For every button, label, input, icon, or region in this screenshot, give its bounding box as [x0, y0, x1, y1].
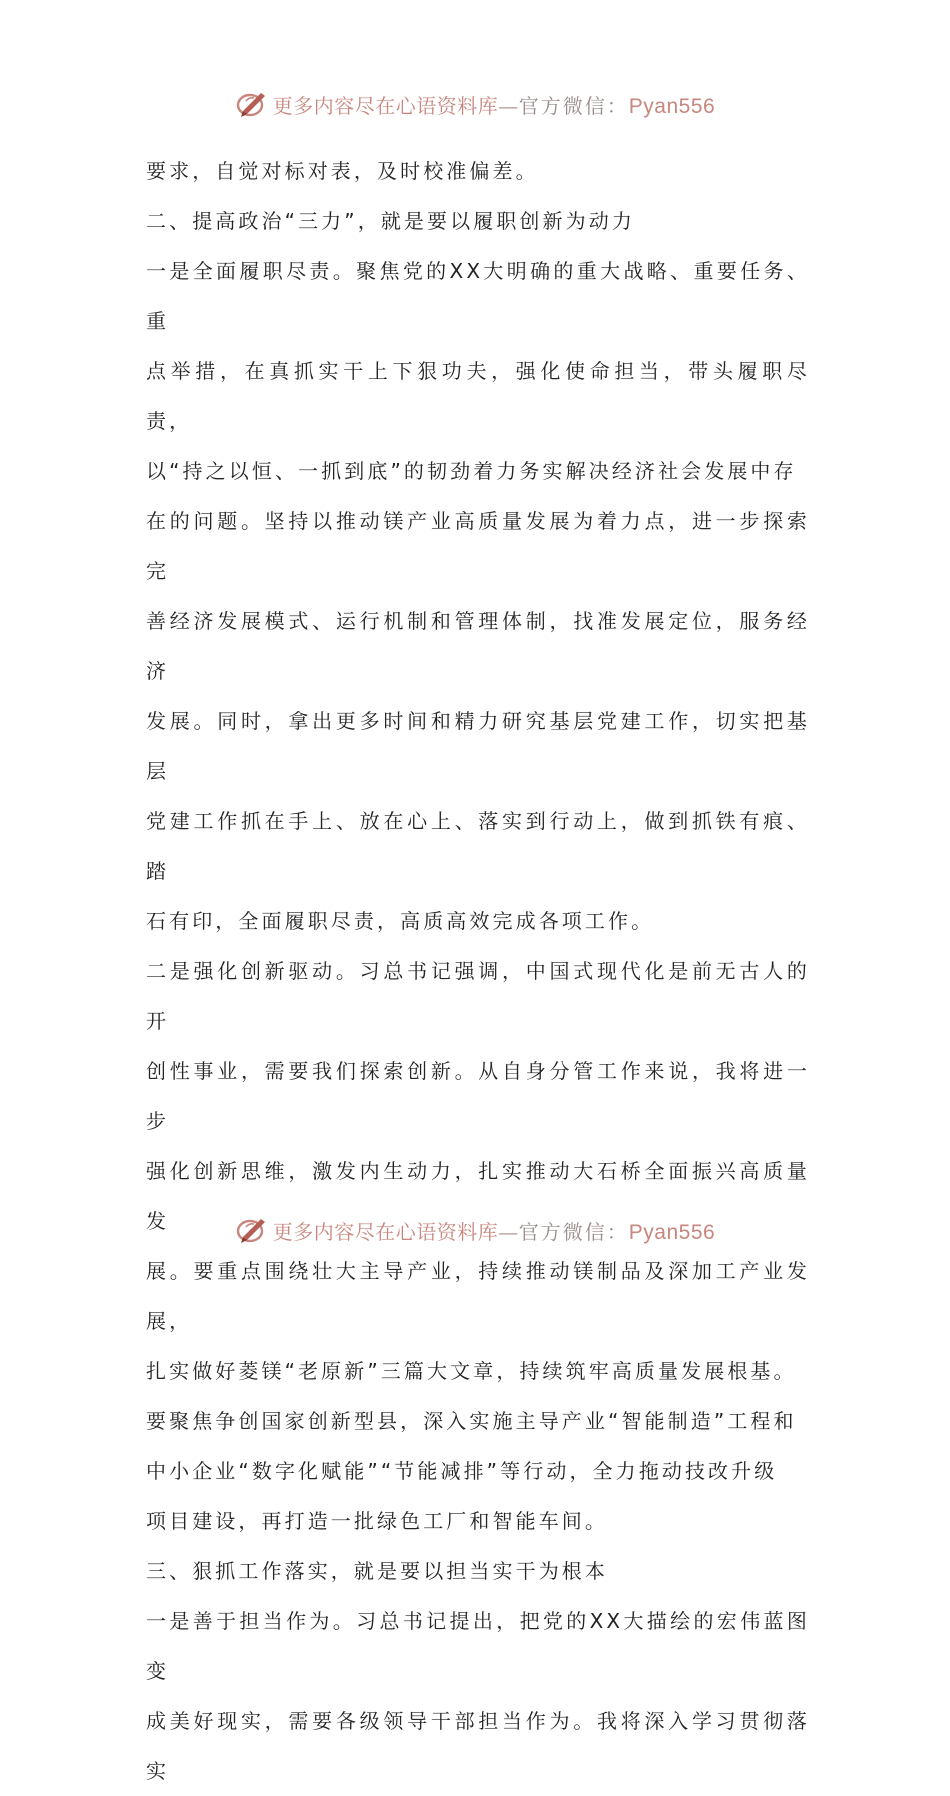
body-line: 一是全面履职尽责。聚焦党的XX大明确的重大战略、重要任务、重 [146, 259, 810, 333]
body-line: 二是强化创新驱动。习总书记强调，中国式现代化是前无古人的开 [146, 959, 810, 1033]
body-line: 以“持之以恒、一抓到底”的韧劲着力务实解决经济社会发展中存 [146, 459, 797, 483]
document-body [146, 146, 810, 1796]
body-line: 强化创新思维，激发内生动力，扎实推动大石桥全面振兴高质量发 [146, 1159, 810, 1233]
header-watermark-banner [0, 84, 950, 124]
body-line: 一是善于担当作为。习总书记提出，把党的XX大描绘的宏伟蓝图变 [146, 1609, 810, 1683]
body-line: 党建工作抓在手上、放在心上、落实到行动上，做到抓铁有痕、踏 [146, 809, 810, 883]
body-line: 项目建设，再打造一批绿色工厂和智能车间。 [146, 1509, 608, 1533]
body-line: 创性事业，需要我们探索创新。从自身分管工作来说，我将进一步 [146, 1059, 810, 1133]
banner-brand-text: 更多内容尽在心语资料库 [272, 93, 499, 118]
body-line: 在的问题。坚持以推动镁产业高质量发展为着力点，进一步探索完 [146, 509, 810, 583]
body-line: 石有印，全面履职尽责，高质高效完成各项工作。 [146, 909, 655, 933]
pen-logo-icon [235, 1213, 269, 1247]
section-heading: 三、狠抓工作落实，就是要以担当实干为根本 [146, 1559, 608, 1583]
banner-brand-text: 更多内容尽在心语资料库 [272, 1219, 499, 1244]
body-line: 点举措，在真抓实干上下狠功夫，强化使命担当，带头履职尽责， [146, 359, 810, 433]
banner-wechat-label: 官方微信： [518, 1219, 629, 1244]
body-line: 要求，自觉对标对表，及时校准偏差。 [146, 159, 539, 183]
banner-dash: — [498, 93, 519, 118]
banner-wechat-id: Pyan556 [628, 94, 716, 118]
body-line: 扎实做好菱镁“老原新”三篇大文章，持续筑牢高质量发展根基。 [146, 1359, 797, 1383]
pen-logo-icon [235, 87, 269, 121]
body-line: 中小企业“数字化赋能”“节能减排”等行动，全力拖动技改升级 [146, 1459, 778, 1483]
banner-dash: — [498, 1219, 519, 1244]
banner-wechat-id: Pyan556 [628, 1220, 716, 1244]
body-line: 发展。同时，拿出更多时间和精力研究基层党建工作，切实把基层 [146, 709, 810, 783]
banner-wechat-label: 官方微信： [518, 93, 629, 118]
footer-watermark-banner [0, 1210, 950, 1250]
body-line: 善经济发展模式、运行机制和管理体制，找准发展定位，服务经济 [146, 609, 810, 683]
body-line: 成美好现实，需要各级领导干部担当作为。我将深入学习贯彻落实 [146, 1709, 810, 1783]
body-line: 展。要重点围绕壮大主导产业，持续推动镁制品及深加工产业发展， [146, 1259, 810, 1333]
body-line: 要聚焦争创国家创新型县，深入实施主导产业“智能制造”工程和 [146, 1409, 797, 1433]
section-heading: 二、提高政治“三力”，就是要以履职创新为动力 [146, 209, 635, 233]
